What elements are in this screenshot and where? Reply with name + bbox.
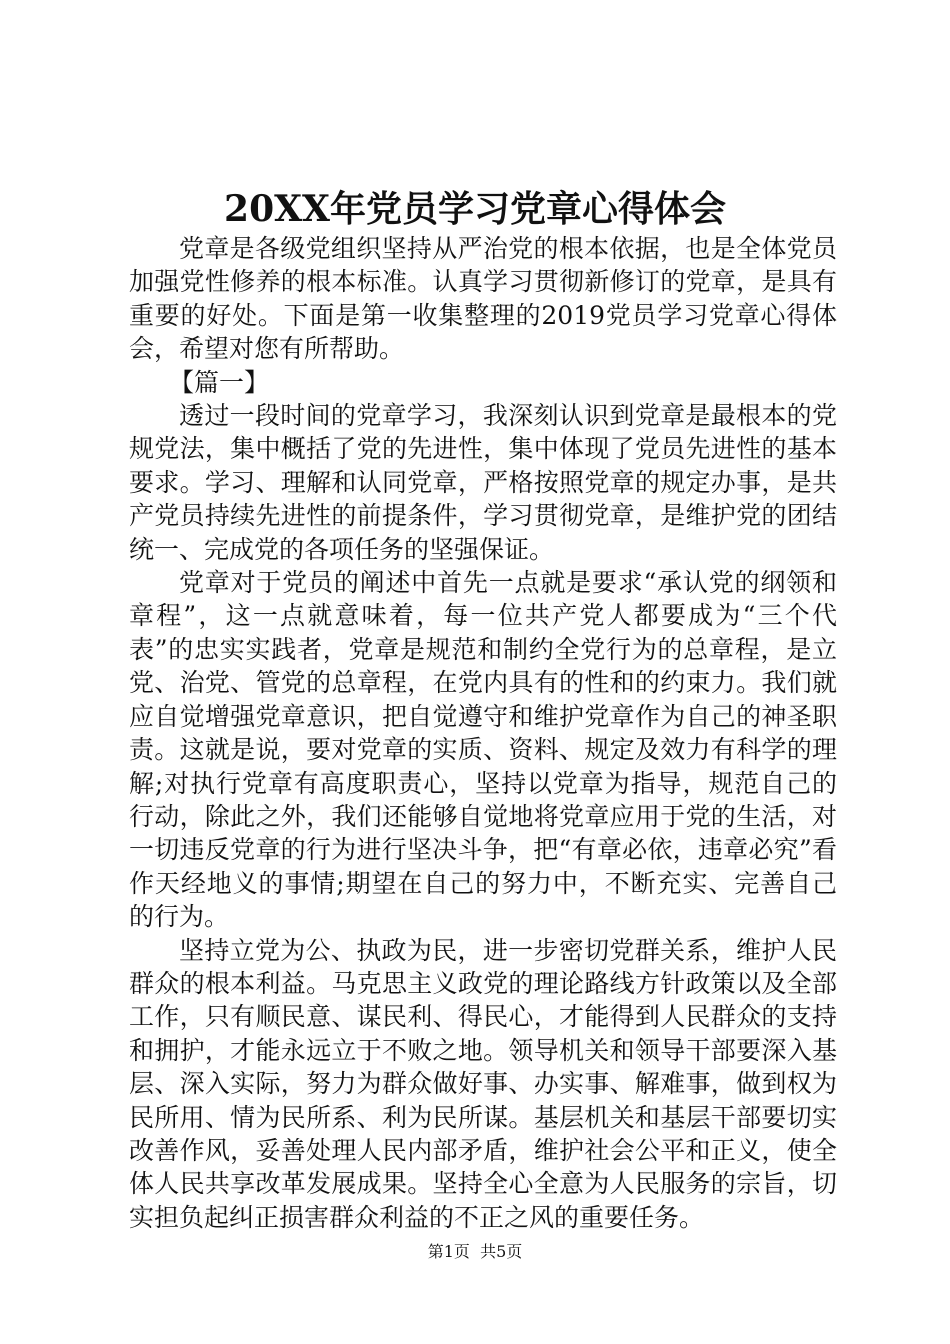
- page-footer: 第1页 共5页: [427, 1242, 523, 1261]
- body-paragraph: 坚持立党为公、执政为民，进一步密切党群关系，维护人民群众的根本利益。马克思主义政党的理论路线方针政策以及全部工作，只有顺民意、谋民利、得民心，才能得到人民群众的支持和拥护，才能永远立于不败之地。领导机关和领导干部要深入基层、深入实际，努力为群众做好事、办实事、解难事，做到权为民所用、情为民所系、利为民所谋。基层机关和基层干部要切实改善作风，妥善处理人民内部矛盾，维护社会公平和正义，使全体人民共享改革发展成果。坚持全心全意为人民服务的宗旨，切实担负起纠正损害群众利益的不正之风的重要任务。: [129, 935, 837, 1232]
- section-heading: 【篇一】: [169, 367, 270, 397]
- body-paragraph: 透过一段时间的党章学习，我深刻认识到党章是最根本的党规党法，集中概括了党的先进性，集中体现了党员先进性的基本要求。学习、理解和认同党章，严格按照党章的规定办事，是共产党员持续先进性的前提条件，学习贯彻党章，是维护党的团结统一、完成党的各项任务的坚强保证。: [129, 401, 837, 564]
- intro-paragraph: 党章是各级党组织坚持从严治党的根本依据，也是全体党员加强党性修养的根本标准。认真学习贯彻新修订的党章，是具有重要的好处。下面是第一收集整理的2019党员学习党章心得体会，希望对您有所帮助。: [129, 234, 837, 364]
- body-paragraph: 党章对于党员的阐述中首先一点就是要求“承认党的纲领和章程”，这一点就意味着，每一位共产党人都要成为“三个代表”的忠实实践者，党章是规范和制约全党行为的总章程，是立党、治党、管党的总章程，在党内具有的性和的约束力。我们就应自觉增强党章意识，把自觉遵守和维护党章作为自己的神圣职责。这就是说，要对党章的实质、资料、规定及效力有科学的理解;对执行党章有高度职责心，坚持以党章为指导，规范自己的行动，除此之外，我们还能够自觉地将党章应用于党的生活，对一切违反党章的行为进行坚决斗争，把“有章必依，违章必究”看作天经地义的事情;期望在自己的努力中，不断充实、完善自己的行为。: [129, 568, 837, 932]
- document-title: 20XX年党员学习党章心得体会: [224, 188, 726, 230]
- document-body: [129, 232, 837, 1234]
